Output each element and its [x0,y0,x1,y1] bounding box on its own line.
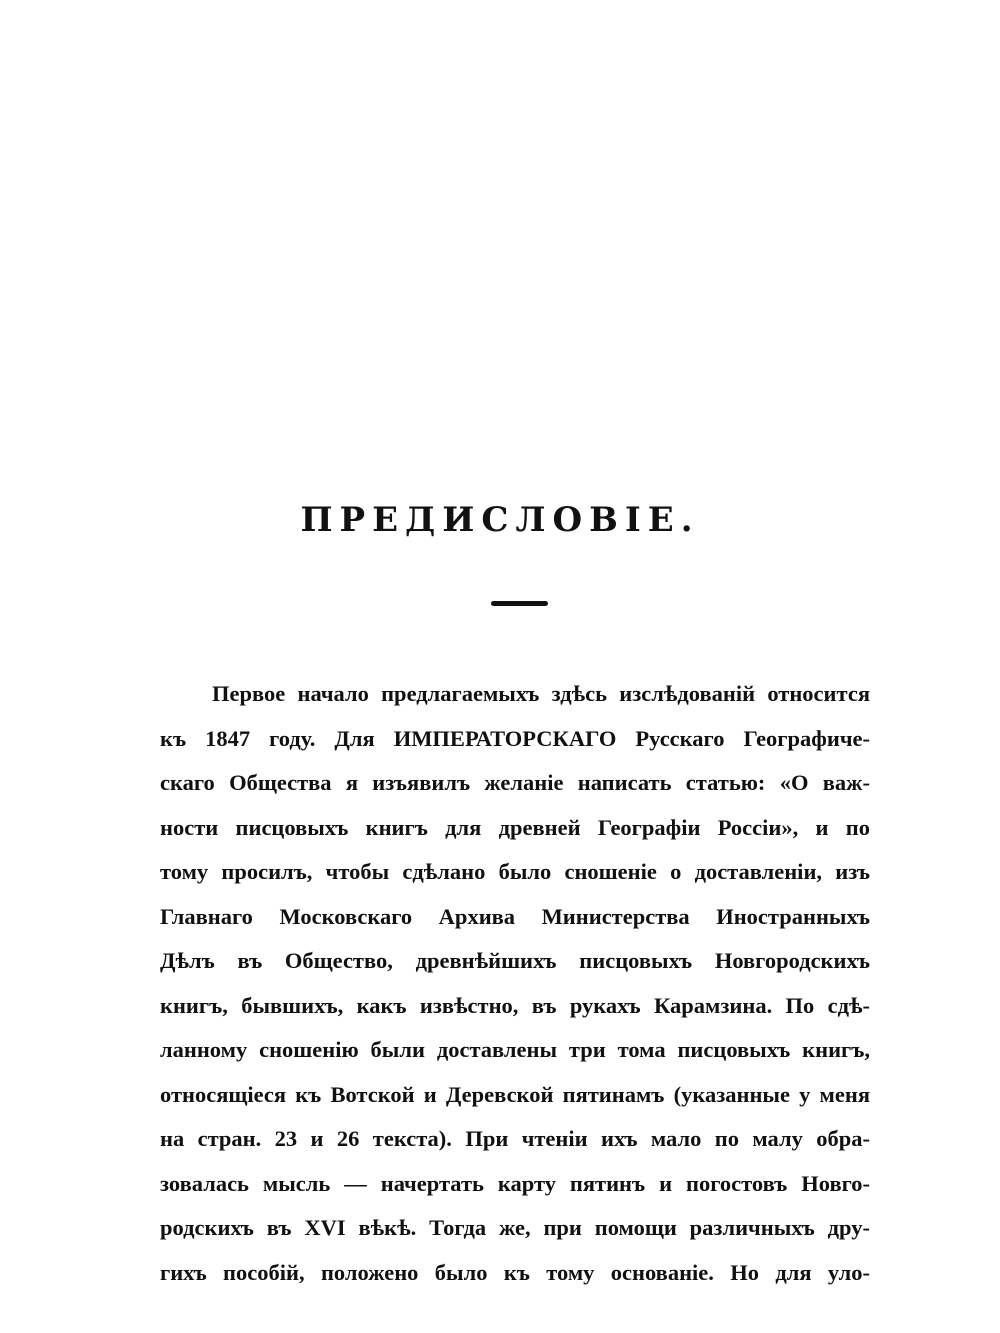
text-line: Первое начало предлагаемыхъ здѣсь изслѣдованій относится [212,681,870,706]
text-line: Главнаго Московскаго Архива Министерства Иностранныхъ [160,903,870,929]
text-line: ности писцовыхъ книгъ для древней Географіи Россіи», и по [160,814,870,840]
text-line: на стран. 23 и 26 текста). При чтеніи ихъ мало по малу обра- [160,1126,870,1151]
text-line: зовалась мысль — начертать карту пятинъ и погостовъ Новго- [160,1170,870,1196]
body-paragraph [160,672,870,1295]
text-line: гихъ пособій, положено было къ тому основаніе. Но для уло- [160,1259,870,1285]
text-line: относящіеся къ Вотской и Деревской пятинамъ (указанные у меня [160,1081,870,1107]
text-line: тому просилъ, чтобы сдѣлано было сношеніе о доставленіи, изъ [160,859,870,884]
text-line: книгъ, бывшихъ, какъ извѣстно, въ рукахъ Карамзина. По сдѣ- [160,992,870,1018]
text-line: къ 1847 году. Для ИМПЕРАТОРСКАГО Русскаго Географиче- [160,725,870,751]
title-divider [491,601,548,606]
text-line: скаго Общества я изъявилъ желаніе написать статью: «О важ- [160,770,870,795]
page-title: ПРЕДИСЛОВІЕ. [300,500,700,540]
text-line: Дѣлъ въ Общество, древнѣйшихъ писцовыхъ Новгородскихъ [160,948,870,973]
text-line: ланному сношенію были доставлены три тома писцовыхъ книгъ, [160,1037,870,1062]
text-line: родскихъ въ XVI вѣкѣ. Тогда же, при помощи различныхъ дру- [160,1215,870,1240]
